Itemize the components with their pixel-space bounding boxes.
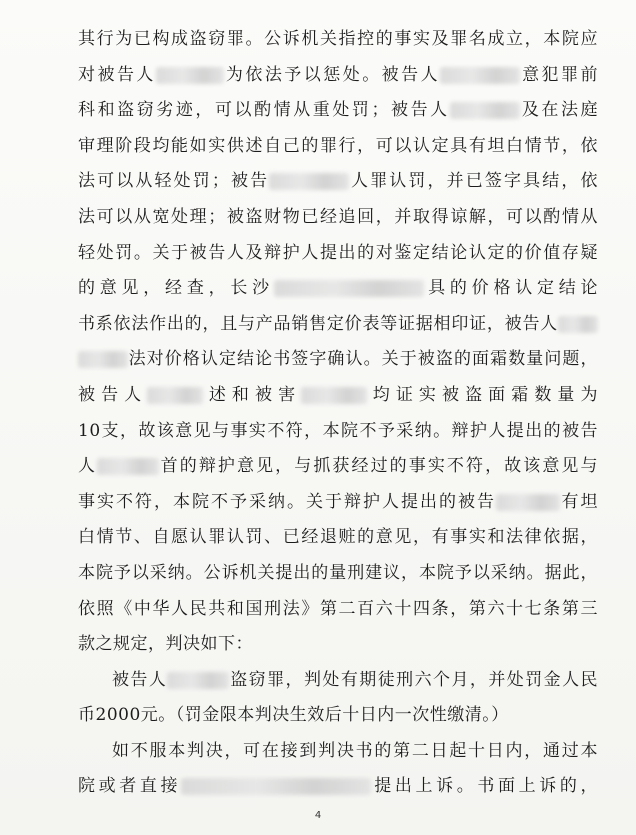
redaction-blur — [269, 173, 349, 190]
text-line: 其行为已构成盗窃罪。公诉机关指控的事实及罪名成立，本院应 — [78, 29, 598, 49]
redaction-blur — [496, 494, 560, 511]
text-line: 本院予以采纳。公诉机关提出的量刑建议，本院予以采纳。据此， — [78, 562, 598, 583]
text-line: 的意见，经查，长沙 具的价格认定结论 — [78, 278, 599, 299]
judgment-text — [78, 22, 598, 805]
text-line: 法可以从宽处理；被盗财物已经追回，并取得谅解，可以酌情从 — [78, 206, 598, 227]
text-line: 轻处罚。关于被告人及辩护人提出的对鉴定结论认定的价值存疑 — [78, 242, 598, 263]
redaction-blur — [156, 67, 224, 84]
redaction-blur — [78, 351, 128, 368]
text-line: 事实不符，本院不予采纳。关于辩护人提出的被告 有坦 — [78, 491, 598, 512]
text-line: 对被告人 为依法予以惩处。被告人 意犯罪前 — [78, 64, 599, 85]
text-line: 科和盗窃劣迹，可以酌情从重处罚；被告人 及在法庭 — [78, 100, 599, 121]
redaction-blur — [97, 458, 159, 475]
redaction-blur — [450, 102, 520, 119]
redaction-blur — [558, 316, 598, 333]
text-line: 款之规定，判决如下： — [78, 634, 253, 655]
text-line: 审理阶段均能如实供述自己的罪行，可以认定具有坦白情节，依 — [78, 135, 598, 156]
text-line: 币2000元。（罚金限本判决生效后十日内一次性缴清。） — [78, 705, 509, 726]
text-line: 如不服本判决，可在接到判决书的第二日起十日内，通过本 — [112, 740, 598, 761]
redaction-blur — [167, 672, 229, 689]
redaction-blur — [274, 280, 424, 297]
text-line: 依照《中华人民共和国刑法》第二百六十四条，第六十七条第三 — [78, 598, 598, 619]
text-line: 被告人 述和被害 均证实被盗面霜数量为 — [78, 384, 599, 405]
text-line: 人 首的辩护意见，与抓获经过的事实不符，故该意见与 — [78, 456, 599, 477]
text-line: 法可以从轻处罚；被告 人罪认罚，并已签字具结，依 — [78, 171, 599, 192]
page-number: 4 — [314, 810, 322, 821]
text-line: 白情节、自愿认罪认罚、已经退赃的意见，有事实和法律依据， — [78, 527, 598, 548]
text-line: 被告人 盗窃罪，判处有期徒刑六个月，并处罚金人民 — [112, 669, 599, 690]
text-line: 院或者直接 提出上诉。书面上诉的， — [78, 776, 598, 797]
redaction-blur — [301, 387, 367, 404]
text-line: 书系依法作出的，且与产品销售定价表等证据相印证，被告人 — [78, 307, 598, 343]
text-line: 法对价格认定结论书签字确认。关于被盗的面霜数量问题， — [78, 342, 598, 378]
redaction-blur — [440, 67, 520, 84]
redaction-blur — [181, 778, 371, 795]
text-line: 10支，故该意见与事实不符，本院不予采纳。辩护人提出的被告 — [78, 420, 598, 441]
redaction-blur — [147, 387, 203, 404]
